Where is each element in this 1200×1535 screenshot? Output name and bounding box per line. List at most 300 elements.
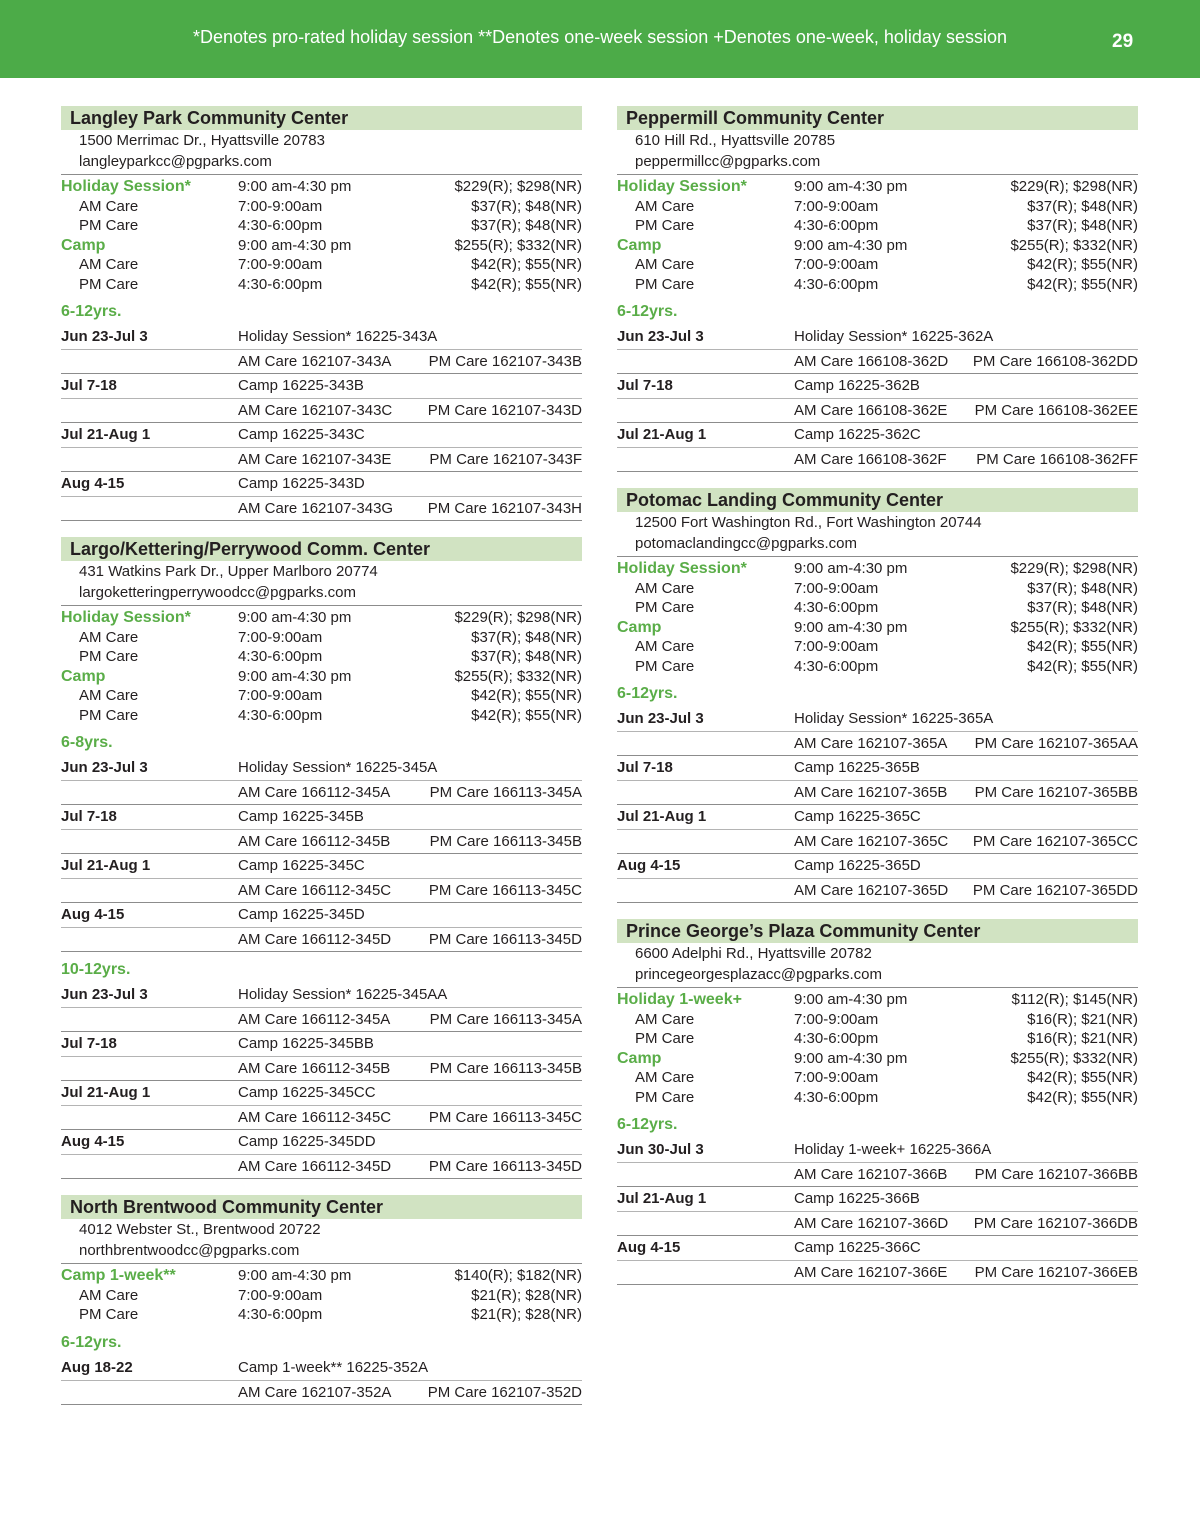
fee-label: PM Care [635,1030,695,1047]
session-row [617,398,1138,422]
fee-price: $42(R); $55(NR) [1027,638,1138,655]
fee-row [61,706,582,726]
center-email: potomaclandingcc@pgparks.com [617,533,1138,557]
session-date: Jun 23-Jul 3 [617,710,704,727]
pm-care-code: PM Care 166108-362DD [972,353,1138,370]
fee-label: PM Care [635,275,695,293]
session-code: Holiday Session* 16225-343A [238,328,438,345]
fee-time: 9:00 am-4:30 pm [794,991,908,1008]
session-row [61,1032,582,1056]
fee-price: $229(R); $298(NR) [454,609,582,626]
community-center [617,106,1138,472]
fee-price: $255(R); $332(NR) [1010,618,1138,636]
fee-price: $37(R); $48(NR) [471,648,582,665]
fee-row [617,255,1138,275]
session-row [61,780,582,804]
session-row [617,374,1138,398]
fee-price: $42(R); $55(NR) [471,687,582,704]
pm-care-code: PM Care 166113-345B [429,1060,582,1077]
fee-time: 4:30-6:00pm [794,275,879,293]
session-date: Jul 21-Aug 1 [61,1084,151,1101]
session-code: Camp 16225-362C [794,426,921,443]
fee-price: $42(R); $55(NR) [471,706,582,724]
session-row [617,878,1138,902]
session-date: Jun 30-Jul 3 [617,1141,704,1158]
session-block [617,1187,1138,1236]
fee-label: PM Care [79,275,139,293]
fee-row [617,216,1138,236]
fee-time: 4:30-6:00pm [238,648,323,665]
pm-care-code: PM Care 166113-345A [429,784,582,801]
fee-row [617,618,1138,638]
session-block [617,1236,1138,1285]
fee-time: 7:00-9:00am [238,628,323,646]
session-legend: *Denotes pro-rated holiday session **Denotes one-week session +Denotes one-week, holiday session [193,27,1007,47]
session-code: AM Care 166112-345C [238,882,392,899]
session-code: Holiday Session* 16225-362A [794,328,994,345]
session-date: Jul 7-18 [61,808,117,825]
session-row [61,374,582,398]
fee-price: $255(R); $332(NR) [1010,1049,1138,1067]
fee-label: PM Care [635,657,695,675]
session-code: Camp 16225-365B [794,759,920,776]
fee-label: AM Care [79,687,139,704]
session-row [617,707,1138,731]
column-right [617,106,1138,1301]
session-code: AM Care 162107-366E [794,1264,948,1281]
fee-label: AM Care [635,579,695,597]
session-row [617,829,1138,853]
session-row [61,1056,582,1080]
session-row [61,472,582,496]
fee-label: Camp [61,667,106,685]
session-code: AM Care 162107-343C [238,402,393,419]
session-row [617,1187,1138,1211]
fee-label: AM Care [635,197,695,215]
session-row [61,829,582,853]
session-date: Jun 23-Jul 3 [61,986,148,1003]
session-code: Holiday Session* 16225-345AA [238,986,448,1003]
fee-row [617,236,1138,256]
session-code: Camp 16225-345D [238,906,365,923]
fee-time: 7:00-9:00am [794,1010,879,1028]
fee-price: $229(R); $298(NR) [454,178,582,195]
session-block [617,374,1138,423]
center-address: 6600 Adelphi Rd., Hyattsville 20782 [635,945,872,962]
fee-price: $42(R); $55(NR) [1027,1088,1138,1106]
fee-label: Camp [617,1049,662,1067]
session-date: Jul 21-Aug 1 [61,857,151,874]
fee-label: AM Care [635,638,695,655]
session-row [61,1081,582,1105]
fee-price: $42(R); $55(NR) [1027,657,1138,675]
session-code: Camp 16225-343D [238,475,365,492]
session-block [61,756,582,805]
fee-row [617,598,1138,618]
pm-care-code: PM Care 162107-343B [428,353,582,370]
pm-care-code: PM Care 166113-345C [428,1109,582,1126]
pm-care-code: PM Care 162107-365DD [972,882,1138,899]
fee-row [61,1286,582,1306]
fee-price: $42(R); $55(NR) [1027,256,1138,273]
fee-time: 4:30-6:00pm [794,217,879,234]
fee-time: 9:00 am-4:30 pm [238,667,352,685]
fee-table [617,557,1138,676]
session-code: AM Care 166108-362F [794,451,947,468]
session-code: AM Care 166108-362E [794,402,948,419]
pm-care-code: PM Care 166113-345D [428,931,582,948]
fee-price: $21(R); $28(NR) [471,1306,582,1323]
fee-row [61,686,582,706]
fee-time: 7:00-9:00am [794,197,879,215]
fee-price: $37(R); $48(NR) [471,628,582,646]
pm-care-code: PM Care 162107-366DB [973,1215,1138,1232]
session-code: AM Care 166112-345B [238,1060,391,1077]
pm-care-code: PM Care 166108-362EE [974,402,1138,419]
session-block [617,756,1138,805]
fee-label: AM Care [79,628,139,646]
center-email: largoketteringperrywoodcc@pgparks.com [61,582,582,606]
session-code: Camp 1-week** 16225-352A [238,1358,429,1376]
center-address: 12500 Fort Washington Rd., Fort Washington 20744 [635,514,982,531]
pm-care-code: PM Care 166113-345D [428,1158,582,1175]
session-date: Aug 4-15 [617,857,681,874]
header-banner [0,0,1200,78]
age-group-label: 6-12yrs. [61,1333,122,1351]
community-center [61,537,582,1179]
session-row [617,447,1138,471]
session-date: Jul 7-18 [61,1035,117,1052]
pm-care-code: PM Care 162107-366BB [974,1166,1138,1183]
session-block [617,805,1138,854]
fee-price: $42(R); $55(NR) [471,256,582,273]
fee-time: 7:00-9:00am [794,638,879,655]
session-row [61,447,582,471]
age-group-label: 10-12yrs. [61,961,131,978]
fee-time: 4:30-6:00pm [794,599,879,616]
age-group-label: 6-12yrs. [617,1116,678,1133]
fee-price: $37(R); $48(NR) [471,217,582,234]
fee-label: Holiday Session* [617,178,747,195]
fee-row [61,667,582,687]
fee-row [617,1010,1138,1030]
center-name: Peppermill Community Center [617,106,1138,130]
session-code: AM Care 162107-366B [794,1166,948,1183]
session-code: AM Care 166112-345D [238,1158,392,1175]
fee-price: $255(R); $332(NR) [454,667,582,685]
fee-time: 7:00-9:00am [794,1069,879,1086]
session-date: Jul 7-18 [617,377,673,394]
pm-care-code: PM Care 162107-343F [429,451,582,468]
session-code: AM Care 162107-365C [794,833,949,850]
fee-label: AM Care [635,1010,695,1028]
session-block [61,903,582,952]
session-code: Holiday Session* 16225-345A [238,759,438,776]
fee-label: Holiday Session* [617,560,747,577]
session-code: Camp 16225-365C [794,808,921,825]
fee-price: $42(R); $55(NR) [471,275,582,293]
fee-time: 9:00 am-4:30 pm [238,178,352,195]
fee-label: PM Care [635,599,695,616]
session-code: Camp 16225-343B [238,377,364,394]
session-block [61,472,582,521]
fee-label: PM Care [79,217,139,234]
fee-table [617,175,1138,294]
fee-row [617,1068,1138,1088]
fee-price: $37(R); $48(NR) [471,197,582,215]
fee-price: $42(R); $55(NR) [1027,1069,1138,1086]
fee-time: 4:30-6:00pm [238,1306,323,1323]
session-block [61,805,582,854]
center-email: princegeorgesplazacc@pgparks.com [617,964,1138,988]
fee-label: AM Care [79,197,139,215]
fee-row [617,1029,1138,1049]
fee-time: 4:30-6:00pm [238,217,323,234]
fee-time: 7:00-9:00am [794,256,879,273]
session-code: Camp 16225-366C [794,1239,921,1256]
session-block [617,1138,1138,1187]
session-code: AM Care 166112-345C [238,1109,392,1126]
age-group-label: 6-12yrs. [61,303,122,320]
session-row [61,878,582,902]
session-row [61,349,582,373]
session-date: Jun 23-Jul 3 [61,328,148,345]
column-left [61,106,582,1421]
pm-care-code: PM Care 162107-352D [427,1383,582,1401]
fee-row [617,657,1138,677]
session-date: Aug 4-15 [61,906,125,923]
fee-row [61,275,582,295]
session-date: Jul 21-Aug 1 [617,426,707,443]
session-code: Camp 16225-345BB [238,1035,374,1052]
session-block [617,854,1138,903]
fee-time: 9:00 am-4:30 pm [794,1049,908,1067]
session-row [617,1138,1138,1162]
center-address: 4012 Webster St., Brentwood 20722 [79,1221,321,1238]
fee-row [617,1049,1138,1069]
session-row [61,1130,582,1154]
fee-row [617,177,1138,197]
center-email: peppermillcc@pgparks.com [617,151,1138,175]
fee-price: $229(R); $298(NR) [1010,560,1138,577]
fee-label: Camp [61,236,106,254]
session-code: AM Care 166112-345A [238,1011,391,1028]
center-name: North Brentwood Community Center [61,1195,582,1219]
fee-row [617,275,1138,295]
fee-label: PM Care [79,648,139,665]
session-row [61,756,582,780]
session-row [61,983,582,1007]
session-row [617,1211,1138,1235]
center-email: northbrentwoodcc@pgparks.com [61,1240,582,1264]
community-center [617,488,1138,903]
session-date: Jun 23-Jul 3 [61,759,148,776]
fee-price: $37(R); $48(NR) [1027,217,1138,234]
fee-time: 9:00 am-4:30 pm [794,178,908,195]
session-code: Camp 16225-345C [238,857,365,874]
session-row [61,423,582,447]
session-code: AM Care 166108-362D [794,353,949,370]
fee-price: $229(R); $298(NR) [1010,178,1138,195]
session-date: Jul 21-Aug 1 [61,426,151,443]
fee-label: AM Care [79,1286,139,1304]
fee-row [617,579,1138,599]
fee-row [61,255,582,275]
fee-price: $37(R); $48(NR) [1027,579,1138,597]
session-code: AM Care 162107-365D [794,882,949,899]
session-code: Camp 16225-345CC [238,1084,376,1101]
session-date: Jul 21-Aug 1 [617,1190,707,1207]
session-row [61,1105,582,1129]
session-code: Camp 16225-366B [794,1190,920,1207]
session-code: Holiday 1-week+ 16225-366A [794,1141,992,1158]
session-row [61,927,582,951]
session-row [61,805,582,829]
fee-price: $112(R); $145(NR) [1011,991,1138,1008]
session-date: Jun 23-Jul 3 [617,328,704,345]
session-row [61,398,582,422]
center-address: 610 Hill Rd., Hyattsville 20785 [635,132,836,149]
session-row [61,903,582,927]
session-row [617,325,1138,349]
session-date: Jul 7-18 [61,377,117,394]
session-block [61,423,582,472]
fee-label: PM Care [635,217,695,234]
session-row [61,496,582,520]
fee-time: 4:30-6:00pm [238,706,323,724]
session-row [617,780,1138,804]
session-row [61,1154,582,1178]
session-block [61,1032,582,1081]
fee-time: 4:30-6:00pm [238,275,323,293]
community-center [61,106,582,521]
session-code: AM Care 162107-365A [794,735,948,752]
session-code: AM Care 162107-343E [238,451,392,468]
fee-label: Camp 1-week** [61,1267,176,1284]
community-center [61,1195,582,1405]
session-block [617,423,1138,472]
session-date: Aug 18-22 [61,1358,133,1376]
fee-price: $21(R); $28(NR) [471,1286,582,1304]
session-code: AM Care 162107-366D [794,1215,949,1232]
session-row [617,1236,1138,1260]
session-code: AM Care 166112-345A [238,784,391,801]
session-date: Aug 4-15 [617,1239,681,1256]
pm-care-code: PM Care 162107-365BB [974,784,1138,801]
fee-label: PM Care [79,1306,139,1323]
session-row [61,1007,582,1031]
session-code: Camp 16225-343C [238,426,365,443]
session-code: AM Care 162107-343A [238,353,392,370]
fee-row [617,990,1138,1010]
pm-care-code: PM Care 162107-365CC [972,833,1138,850]
session-block [61,1081,582,1130]
pm-care-code: PM Care 166108-362FF [976,451,1138,468]
session-code: Camp 16225-345DD [238,1133,376,1150]
fee-label: AM Care [635,1069,695,1086]
session-block [61,983,582,1032]
session-block [61,854,582,903]
fee-time: 9:00 am-4:30 pm [238,1267,352,1284]
fee-label: AM Care [635,256,695,273]
fee-time: 9:00 am-4:30 pm [794,618,908,636]
session-code: AM Care 162107-352A [238,1383,392,1401]
fee-label: PM Care [79,706,139,724]
fee-time: 7:00-9:00am [794,579,879,597]
session-date: Aug 4-15 [61,1133,125,1150]
fee-label: PM Care [635,1088,695,1106]
fee-price: $42(R); $55(NR) [1027,275,1138,293]
fee-time: 7:00-9:00am [238,197,323,215]
session-code: AM Care 162107-365B [794,784,948,801]
session-code: AM Care 166112-345D [238,931,392,948]
session-row [61,325,582,349]
age-group-label: 6-12yrs. [617,685,678,702]
pm-care-code: PM Care 162107-343D [427,402,582,419]
pm-care-code: PM Care 166113-345C [428,882,582,899]
session-row [617,854,1138,878]
session-block [617,325,1138,374]
center-name: Largo/Kettering/Perrywood Comm. Center [61,537,582,561]
age-group-label: 6-12yrs. [617,303,678,320]
fee-row [61,216,582,236]
fee-label: Holiday 1-week+ [617,991,742,1008]
session-block [61,325,582,374]
session-block [617,707,1138,756]
fee-price: $37(R); $48(NR) [1027,599,1138,616]
fee-label: AM Care [79,256,139,273]
fee-price: $37(R); $48(NR) [1027,197,1138,215]
community-center [617,919,1138,1285]
fee-row [617,197,1138,217]
fee-row [61,608,582,628]
session-code: Camp 16225-345B [238,808,364,825]
age-group-label: 6-8yrs. [61,734,113,751]
fee-label: Holiday Session* [61,178,191,195]
fee-price: $255(R); $332(NR) [1010,236,1138,254]
session-block [61,374,582,423]
fee-table [617,988,1138,1107]
session-date: Jul 21-Aug 1 [617,808,707,825]
fee-time: 9:00 am-4:30 pm [794,236,908,254]
fee-table [61,1264,582,1325]
fee-price: $140(R); $182(NR) [454,1267,582,1284]
session-row [617,1260,1138,1284]
fee-table [61,175,582,294]
session-row [61,1380,582,1404]
session-code: Camp 16225-365D [794,857,921,874]
fee-time: 9:00 am-4:30 pm [238,236,352,254]
session-code: AM Care 166112-345B [238,833,391,850]
fee-label: Holiday Session* [61,609,191,626]
fee-row [617,637,1138,657]
session-date: Aug 4-15 [61,475,125,492]
center-name: Potomac Landing Community Center [617,488,1138,512]
pm-care-code: PM Care 162107-343H [427,500,582,517]
center-name: Langley Park Community Center [61,106,582,130]
fee-time: 7:00-9:00am [238,1286,323,1304]
session-row [617,731,1138,755]
fee-time: 7:00-9:00am [238,256,323,273]
session-row [617,423,1138,447]
fee-label: Camp [617,618,662,636]
fee-row [617,559,1138,579]
fee-time: 4:30-6:00pm [794,657,879,675]
session-row [61,854,582,878]
fee-row [61,647,582,667]
pm-care-code: PM Care 166113-345A [429,1011,582,1028]
pm-care-code: PM Care 166113-345B [429,833,582,850]
